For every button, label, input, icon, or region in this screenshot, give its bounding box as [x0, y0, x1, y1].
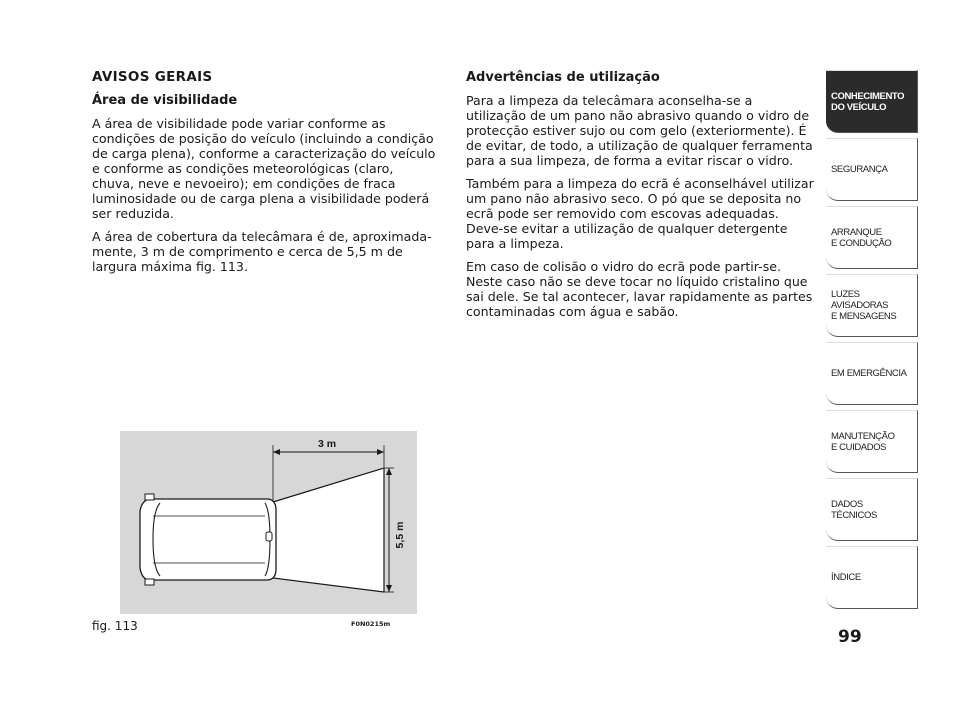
warnings-paragraph-3: Em caso de colisão o vidro do ecrã pode partir-se. Neste caso não se deve tocar no líquido cristalino que sai dele. Se tal acontecer, lavar rapidamente as partes contaminadas com água e sabão. — [466, 259, 813, 319]
tab-conhecimento-do-veiculo[interactable] — [826, 70, 918, 133]
tab-dados-tecnicos[interactable] — [826, 478, 918, 541]
visibility-paragraph-2: A área de cobertura da telecâmara é de, aproximada-mente, 3 m de comprimento e cerca de 5,5 m de largura máxima fig. 113. — [92, 229, 432, 274]
warnings-heading: Advertências de utilização — [466, 70, 660, 85]
chapter-tabs — [826, 70, 918, 614]
visibility-paragraph-1: A área de visibilidade pode variar conforme as condições de posição do veículo (incluindo a condição de carga plena), conforme a caracterização do veículo e conforme as condições meteorológicas (claro, chuva, neve e nevoeiro); em condições de fraca luminosidade ou de carga plena a visibilidade poderá ser reduzida. — [92, 116, 436, 221]
tab-luzes-avisadoras[interactable] — [826, 274, 918, 337]
length-label: 3 m — [318, 438, 337, 450]
length-arrow-left — [273, 449, 280, 455]
width-arrow-bottom — [386, 585, 392, 592]
tab-manutencao-e-cuidados[interactable] — [826, 410, 918, 473]
camera-coverage-figure — [120, 431, 417, 614]
tab-label: ÍNDICE — [831, 572, 861, 583]
warnings-paragraph-1: Para a limpeza da telecâmara aconselha-se a utilização de um pano não abrasivo quando o vidro de protecção estiver sujo ou com gelo (exteriormente). É de evitar, de todo, a utilização de qualquer ferramenta para a sua limpeza, de forma a evitar riscar o vidro. — [466, 93, 813, 168]
van-icon — [140, 494, 276, 585]
coverage-area — [273, 468, 384, 592]
right-column — [466, 70, 816, 327]
warnings-paragraph-2: Também para a limpeza do ecrã é aconselhável utilizar um pano não abrasivo seco. O pó que se deposita no ecrã pode ser removido com escovas adequadas. Deve-se evitar a utilização de qualquer detergente para a limpeza. — [466, 176, 814, 251]
length-arrow-right — [377, 449, 384, 455]
tab-indice[interactable] — [826, 546, 918, 609]
section-heading: AVISOS GERAIS — [92, 69, 213, 85]
figure-code: F0N0215m — [351, 620, 391, 628]
tab-label: EM EMERGÊNCIA — [831, 368, 907, 379]
left-column — [92, 70, 437, 282]
tab-label: SEGURANÇA — [831, 164, 888, 175]
width-label: 5,5 m — [394, 521, 406, 549]
tab-label: LUZES AVISADORAS E MENSAGENS — [831, 289, 897, 322]
tab-arranque-e-conducao[interactable] — [826, 206, 918, 269]
tab-label: ARRANQUE E CONDUÇÃO — [831, 226, 892, 249]
tab-em-emergencia[interactable] — [826, 342, 918, 405]
tab-label: MANUTENÇÃO E CUIDADOS — [831, 430, 895, 453]
coverage-diagram — [120, 431, 417, 614]
tab-label: DADOS TÉCNICOS — [831, 498, 877, 521]
tab-label: CONHECIMENTO DO VEÍCULO — [831, 90, 905, 113]
page-number: 99 — [838, 627, 862, 647]
visibility-subheading: Área de visibilidade — [92, 93, 238, 108]
figure-caption: fig. 113 — [92, 619, 138, 633]
tab-seguranca[interactable] — [826, 138, 918, 201]
width-arrow-top — [386, 468, 392, 475]
